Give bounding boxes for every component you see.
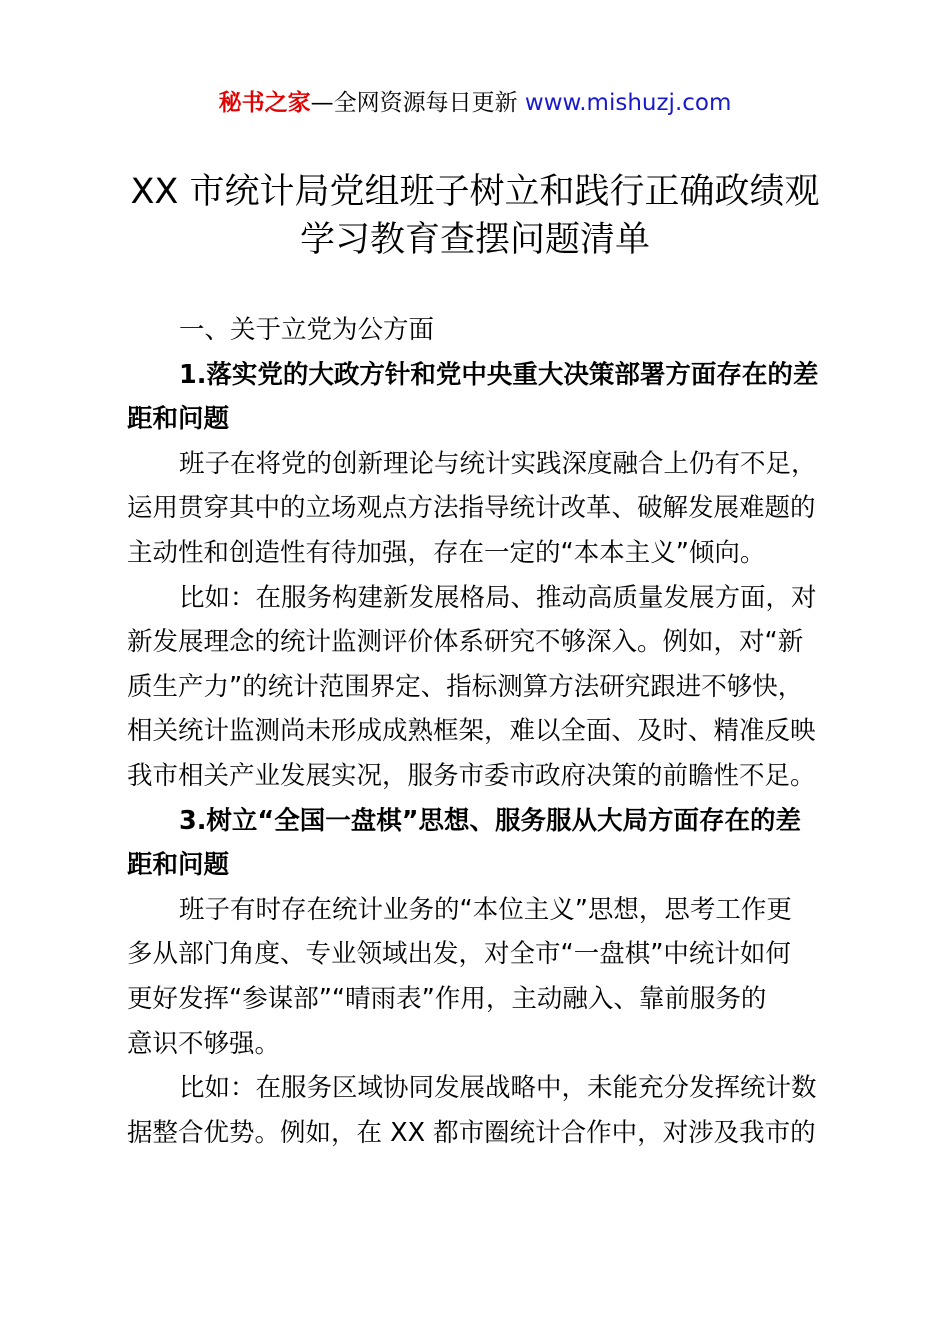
item-heading: 3.树立“全国一盘棋”思想、服务服从大局方面存在的差 (179, 805, 801, 836)
paragraph-line: 据整合优势。例如，在 XX 都市圈统计合作中，对涉及我市的 (127, 1117, 816, 1148)
section-heading: 一、关于立党为公方面 (179, 315, 435, 345)
paragraph-line: 更好发挥“参谋部”“晴雨表”作用，主动融入、靠前服务的 (127, 983, 767, 1014)
paragraph-line: 比如：在服务构建新发展格局、推动高质量发展方面，对 (179, 582, 817, 613)
site-name: 秘书之家 (218, 90, 311, 116)
paragraph-line: 意识不够强。 (127, 1028, 281, 1059)
paragraph-line: 我市相关产业发展实况，服务市委市政府决策的前瞻性不足。 (127, 760, 816, 791)
paragraph-line: 班子在将党的创新理论与统计实践深度融合上仍有不足， (179, 448, 817, 479)
title-line-2: 学习教育查摆问题清单 (299, 220, 650, 260)
paragraph-line: 多从部门角度、专业领域出发，对全市“一盘棋”中统计如何 (127, 939, 791, 970)
paragraph-line: 运用贯穿其中的立场观点方法指导统计改革、破解发展难题的 (127, 493, 816, 524)
item-heading-cont: 距和问题 (127, 404, 230, 435)
site-url-link[interactable]: www.mishuzj.com (524, 90, 732, 116)
title-line-1: XX 市统计局党组班子树立和践行正确政绩观 (130, 172, 820, 212)
paragraph-line: 相关统计监测尚未形成成熟框架，难以全面、及时、精准反映 (127, 716, 816, 747)
site-header (0, 86, 950, 120)
item-heading: 1.落实党的大政方针和党中央重大决策部署方面存在的差 (179, 359, 819, 390)
paragraph-line: 新发展理念的统计监测评价体系研究不够深入。例如，对“新 (127, 627, 804, 658)
document-title (0, 168, 950, 264)
site-tagline: —全网资源每日更新 (310, 90, 525, 116)
document-body (127, 308, 832, 1155)
item-heading-cont: 距和问题 (127, 850, 230, 881)
paragraph-line: 质生产力”的统计范围界定、指标测算方法研究跟进不够快， (127, 671, 804, 702)
paragraph-line: 比如：在服务区域协同发展战略中，未能充分发挥统计数 (179, 1073, 817, 1104)
paragraph-line: 主动性和创造性有待加强，存在一定的“本本主义”倾向。 (127, 537, 766, 568)
paragraph-line: 班子有时存在统计业务的“本位主义”思想，思考工作更 (179, 894, 792, 925)
